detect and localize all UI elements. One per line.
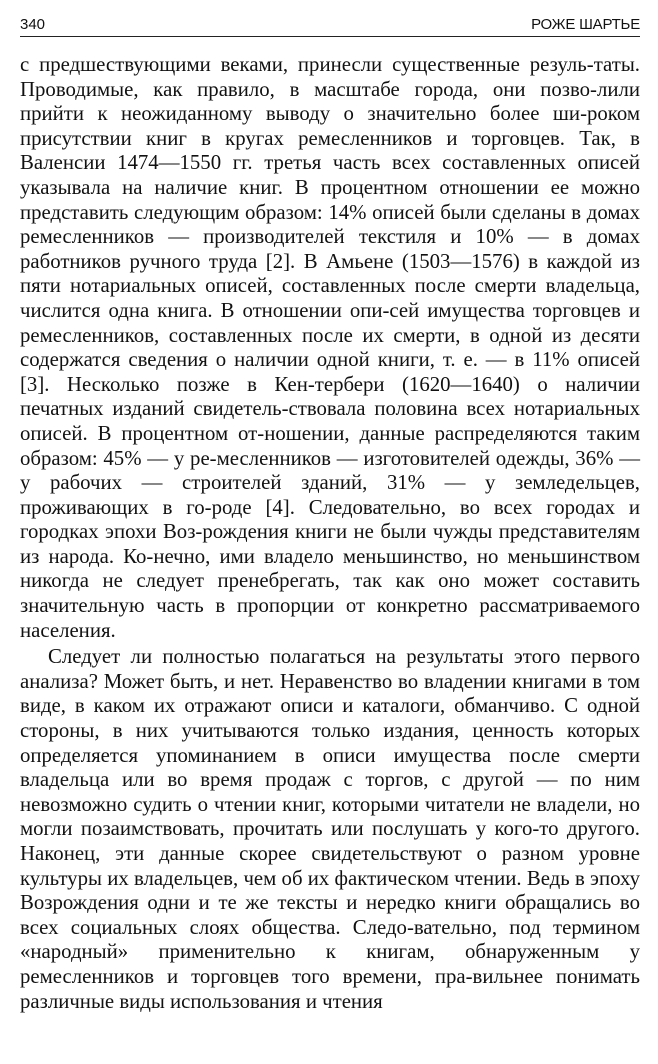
paragraph: Следует ли полностью полагаться на результаты этого первого анализа? Может быть, и нет. Неравенство во владении книгами в том виде, в каком их отражают описи и каталоги, обманчиво. С одной стороны, в них учитываются только издания, ценность которых определяется упоминанием в описи имущества после смерти владельца или во время продаж с торгов, с другой — по ним невозможно судить о чтении книг, которыми читатели не владели, но могли позаимствовать, прочитать или послушать у кого-то другого. Наконец, эти данные скорее свидетельствуют о разном уровне культуры их владельцев, чем об их фактическом чтении. Ведь в эпоху Возрождения одни и те же тексты и нередко книги обращались во всех социальных слоях общества. Следо-вательно, под термином «народный» применительно к книгам, обнаруженным у ремесленников и торговцев того времени, пра-вильнее понимать различные виды использования и чтения [20,645,640,1013]
paragraph-continued: с предшествующими веками, принесли существенные резуль-таты. Проводимые, как правило, в масштабе города, они позво-лили прийти к неожиданному выводу о значительно более ши-роком присутствии книг в кругах ремесленников и торговцев. Так, в Валенсии 1474—1550 гг. третья часть всех составленных описей указывала на наличие книг. В процентном отношении ее можно представить следующим образом: 14% описей были сделаны в домах ремесленников — производителей текстиля и 10% — в домах работников ручного труда [2]. В Амьене (1503—1576) в каждой из пяти нотариальных описей, составленных после смерти владельца, числится одна книга. В отношении опи-сей имущества торговцев и ремесленников, составленных после их смерти, в одной из десяти содержатся сведения о наличии одной книги, т. е. — в 11% описей [3]. Несколько позже в Кен-тербери (1620—1640) о наличии печатных изданий свидетель-ствовала половина всех нотариальных описей. В процентном от-ношении, данные распределяются таким образом: 45% — у ре-месленников — изготовителей одежды, 36% — у рабочих — строителей зданий, 31% — у земледельцев, проживающих в го-роде [4]. Следовательно, во всех городах и городках эпохи Воз-рождения книги не были чужды представителям из народа. Ко-нечно, ими владело меньшинство, но меньшинством никогда не следует пренебрегать, так как оно может составить значительную часть в пропорции от конкретно рассматриваемого населения. [20,53,640,642]
running-head [20,10,640,37]
body-text [20,53,640,1014]
page-number: 340 [20,16,46,33]
running-title: РОЖЕ ШАРТЬЕ [531,16,640,33]
book-page [20,10,640,1054]
